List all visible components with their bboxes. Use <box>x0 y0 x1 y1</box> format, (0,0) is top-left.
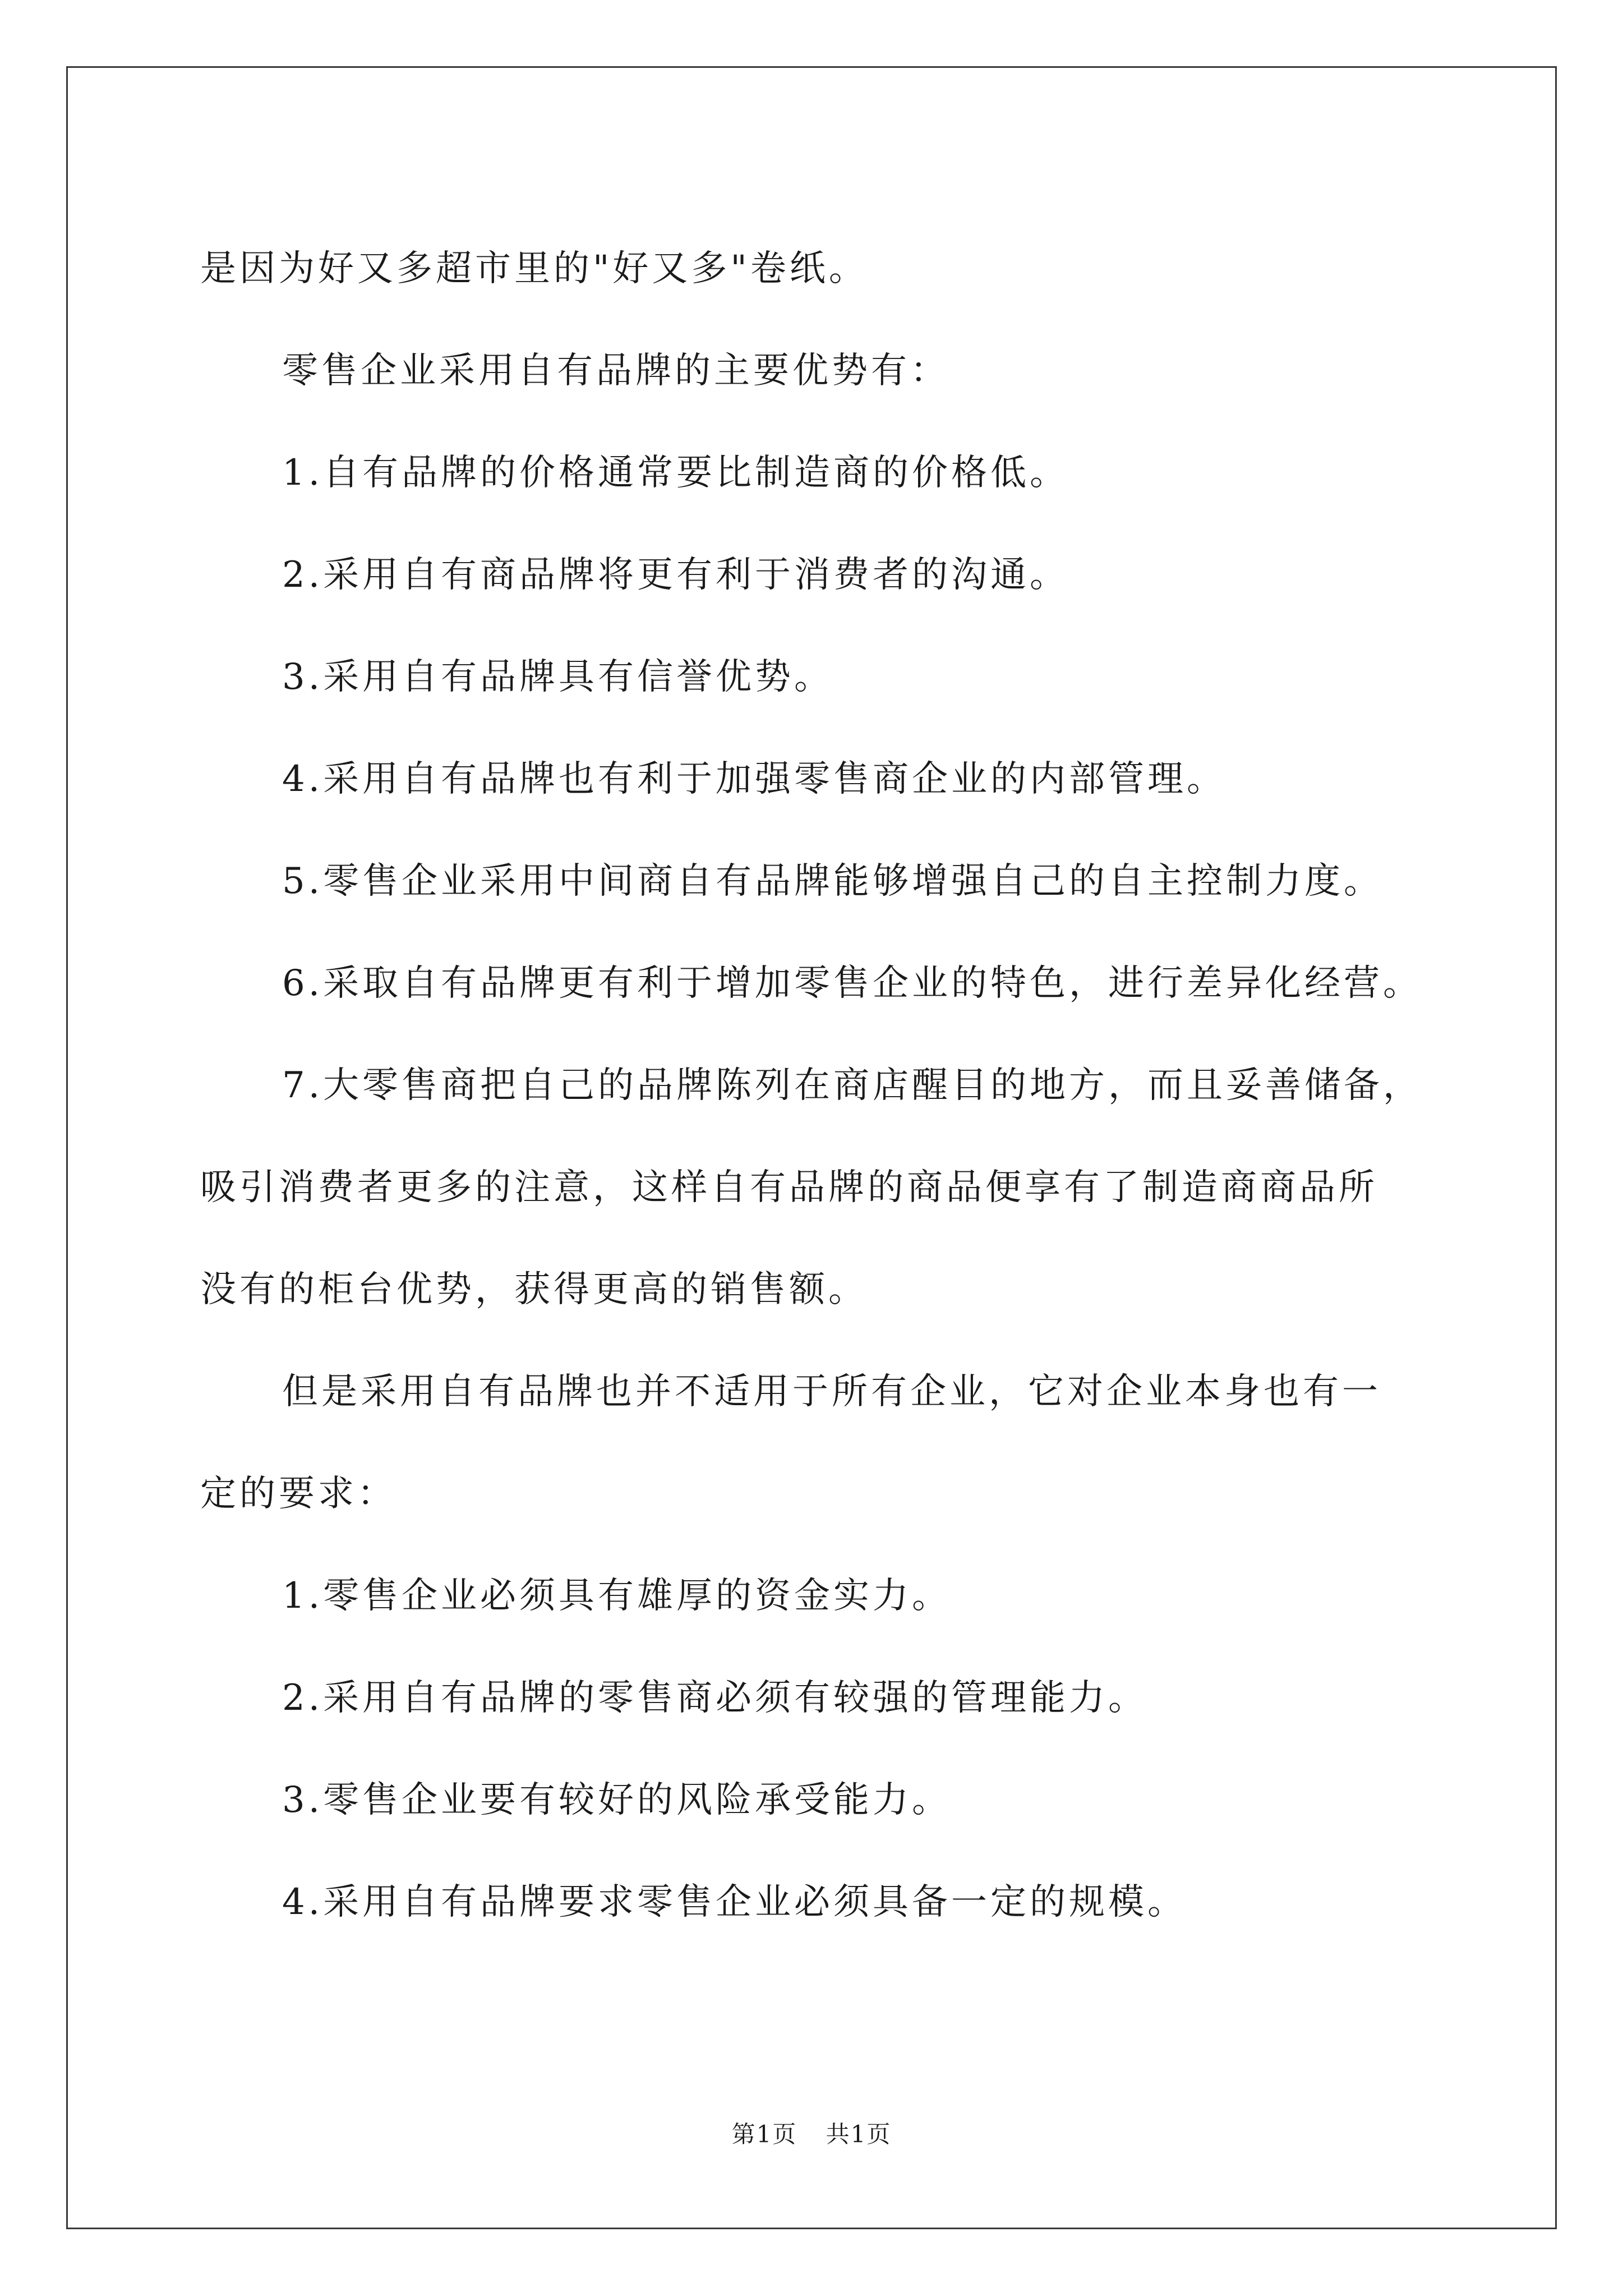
page-footer <box>0 2118 1623 2151</box>
text-line-17: 4.采用自有品牌要求零售企业必须具备一定的规模。 <box>282 1881 1187 1923</box>
text-line-11: 没有的柜台优势，获得更高的销售额。 <box>200 1269 868 1310</box>
text-line-15: 2.采用自有品牌的零售商必须有较强的管理能力。 <box>282 1677 1148 1719</box>
text-line-8: 6.采取自有品牌更有利于增加零售企业的特色，进行差异化经营。 <box>282 963 1423 1004</box>
text-line-1: 是因为好又多超市里的"好又多"卷纸。 <box>200 248 868 289</box>
text-line-2: 零售企业采用自有品牌的主要优势有： <box>282 350 949 392</box>
document-body <box>200 218 1434 1953</box>
text-line-10: 吸引消费者更多的注意，这样自有品牌的商品便享有了制造商商品所 <box>200 1167 1378 1208</box>
page-number: 第1页 <box>731 2120 797 2148</box>
text-line-12: 但是采用自有品牌也并不适用于所有企业，它对企业本身也有一 <box>282 1371 1381 1412</box>
text-line-13: 定的要求： <box>200 1473 396 1515</box>
text-line-7: 5.零售企业采用中间商自有品牌能够增强自己的自主控制力度。 <box>282 861 1384 902</box>
text-line-5: 3.采用自有品牌具有信誉优势。 <box>282 656 834 698</box>
text-line-9: 7.大零售商把自己的品牌陈列在商店醒目的地方，而且妥善储备， <box>282 1065 1423 1106</box>
text-line-3: 1.自有品牌的价格通常要比制造商的价格低。 <box>282 452 1069 494</box>
page-total: 共1页 <box>826 2120 892 2148</box>
text-line-4: 2.采用自有商品牌将更有利于消费者的沟通。 <box>282 554 1069 596</box>
text-line-6: 4.采用自有品牌也有利于加强零售商企业的内部管理。 <box>282 758 1227 800</box>
text-line-14: 1.零售企业必须具有雄厚的资金实力。 <box>282 1575 952 1617</box>
text-line-16: 3.零售企业要有较好的风险承受能力。 <box>282 1779 952 1821</box>
